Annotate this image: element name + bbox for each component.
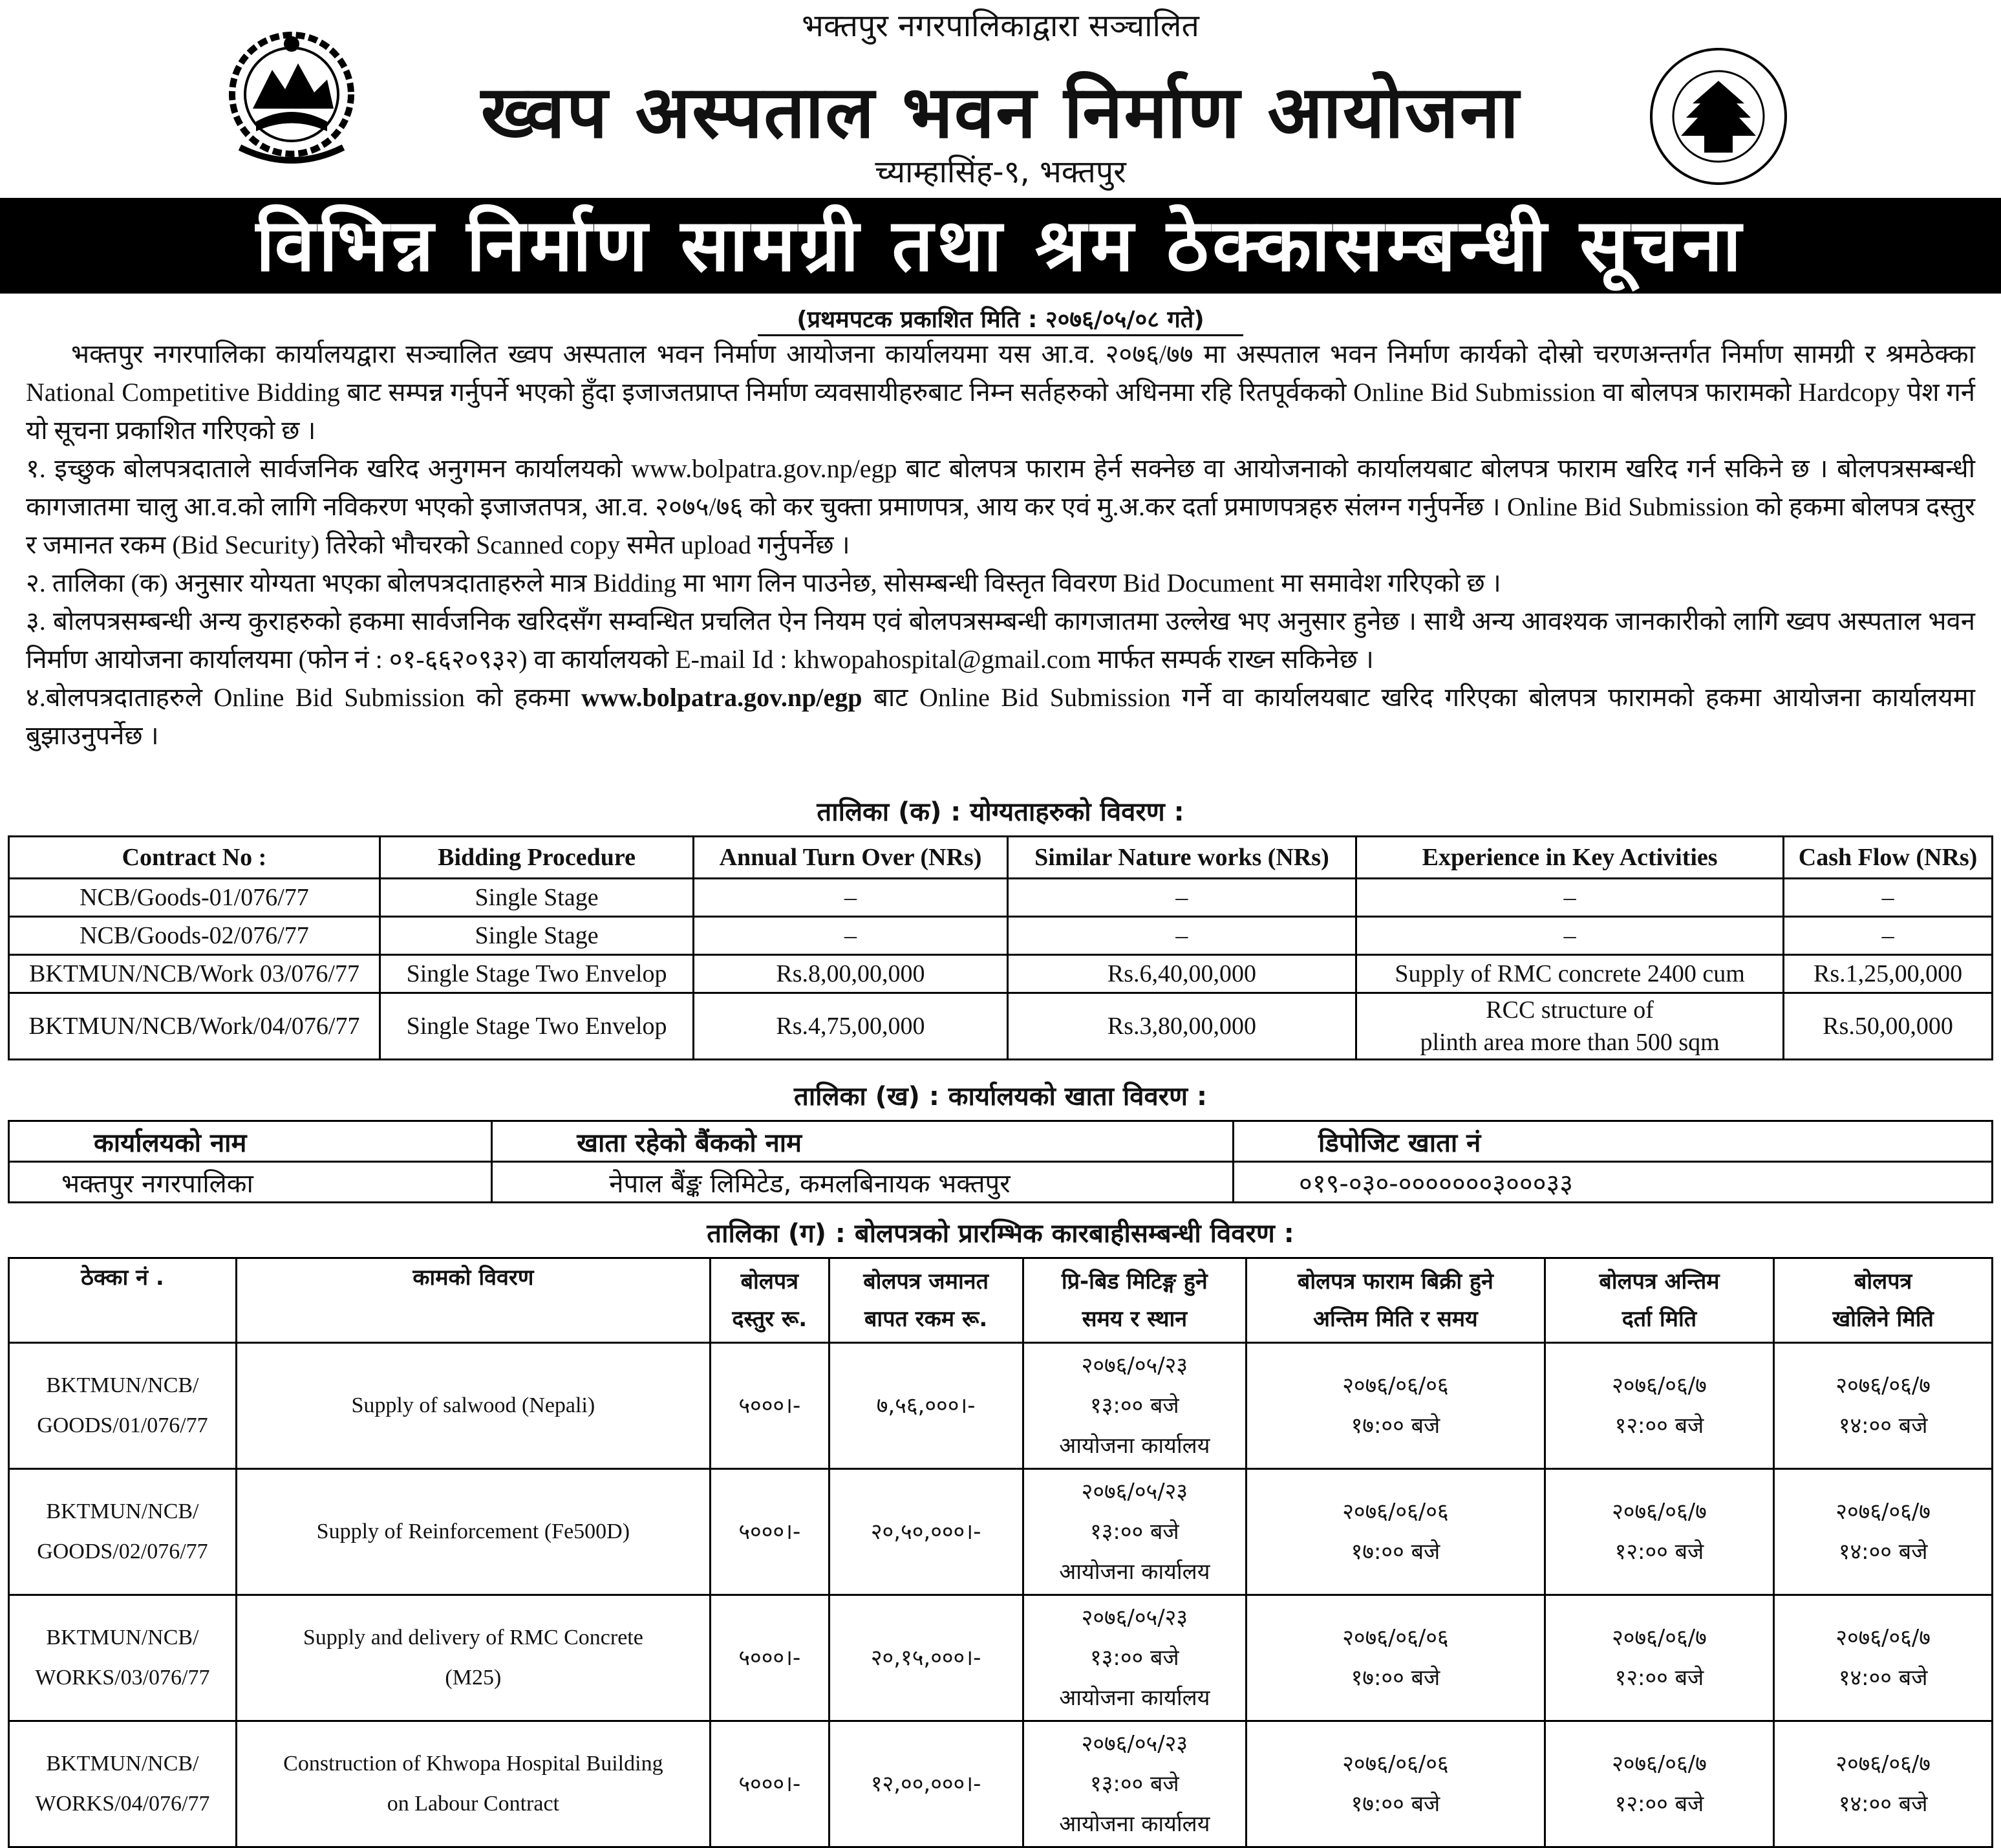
condition-1: १. इच्छुक बोलपत्रदाताले सार्वजनिक खरिद अनुगमन कार्यालयको www.bolpatra.gov.np/egp बाट बोलपत्र फाराम हेर्न सक्नेछ वा आयोजनाको कार्यालयबाट बोलपत्र फाराम खरिद गर्न सकिने छ । बोलपत्रसम्बन्धी कागजातमा चालु आ.व.को लागि नविकरण भएको इजाजतपत्र, आ.व. २०७५/७६ को कर चुक्ता प्रमाणपत्र, आय कर एवं मु.अ.कर दर्ता प्रमाणपत्रहरु संलग्न गर्नुपर्नेछ । Online Bid Submission को हकमा बोलपत्र दस्तुर र जमानत रकम (Bid Security) तिरेको भौचरको Scanned copy समेत upload गर्नुपर्नेछ । bbox=[26, 454, 1975, 559]
table-cell: Rs.50,00,000 bbox=[1784, 993, 1993, 1060]
table-a-caption: तालिका (क) : योग्यताहरुको विवरण : bbox=[817, 797, 1184, 827]
condition-2: २. तालिका (क) अनुसार योग्यता भएका बोलपत्रदाताहरुले मात्र Bidding मा भाग लिन पाउनेछ, सोसम्बन्धी विस्तृत विवरण Bid Document मा समावेश गरिएको छ । bbox=[26, 568, 1501, 597]
table-cell: – bbox=[694, 917, 1007, 955]
col-header: खाता रहेको बैंकको नाम bbox=[492, 1121, 1234, 1162]
bid-fee-cell: ५०००।- bbox=[710, 1595, 829, 1721]
submission-deadline-cell: २०७६/०६/७ १२:०० बजे bbox=[1545, 1595, 1774, 1721]
table-row bbox=[9, 1721, 1993, 1847]
col-header: प्रि-बिड मिटिङ्ग हुने समय र स्थान bbox=[1023, 1258, 1247, 1343]
table-cell: Single Stage bbox=[380, 879, 693, 917]
bid-security-cell: ७,५६,०००।- bbox=[829, 1343, 1023, 1469]
table-cell: – bbox=[1784, 879, 1993, 917]
col-header: Bidding Procedure bbox=[380, 837, 693, 879]
table-cell: BKTMUN/NCB/Work 03/076/77 bbox=[9, 955, 380, 993]
col-header: Similar Nature works (NRs) bbox=[1007, 837, 1356, 879]
col-header: ठेक्का नं . bbox=[9, 1258, 237, 1343]
work-description-cell: Supply of salwood (Nepali) bbox=[236, 1343, 710, 1469]
notice-body bbox=[26, 335, 1975, 755]
bid-security-cell: २०,१५,०००।- bbox=[829, 1595, 1023, 1721]
contract-no-cell: BKTMUN/NCB/ GOODS/02/076/77 bbox=[9, 1469, 237, 1595]
sale-deadline-cell: २०७६/०६/०६ १७:०० बजे bbox=[1247, 1721, 1545, 1847]
col-header: Annual Turn Over (NRs) bbox=[694, 837, 1007, 879]
condition-4: ४.बोलपत्रदाताहरुले Online Bid Submission को हकमा www.bolpatra.gov.np/egp बाट Online Bid Submission गर्ने वा कार्यालयबाट खरिद गरिएका बोलपत्र फारामको हकमा आयोजना कार्यालयमा बुझाउनुपर्नेछ । bbox=[26, 683, 1975, 750]
table-cell: NCB/Goods-02/076/77 bbox=[9, 917, 380, 955]
table-cell: Single Stage bbox=[380, 917, 693, 955]
table-cell: Single Stage Two Envelop bbox=[380, 993, 693, 1060]
table-b-caption: तालिका (ख) : कार्यालयको खाता विवरण : bbox=[794, 1082, 1207, 1112]
pre-bid-cell: २०७६/०५/२३ १३:०० बजे आयोजना कार्यालय bbox=[1023, 1721, 1247, 1847]
table-row bbox=[9, 917, 1993, 955]
contract-no-cell: BKTMUN/NCB/ WORKS/03/076/77 bbox=[9, 1595, 237, 1721]
table-row bbox=[9, 993, 1993, 1060]
table-header-row bbox=[9, 1258, 1993, 1343]
work-description-cell: Construction of Khwopa Hospital Building on Labour Contract bbox=[236, 1721, 710, 1847]
table-cell: Rs.6,40,00,000 bbox=[1007, 955, 1356, 993]
opening-date-cell: २०७६/०६/७ १४:०० बजे bbox=[1774, 1343, 1993, 1469]
col-header: बोलपत्र फाराम बिक्री हुने अन्तिम मिति र समय bbox=[1247, 1258, 1545, 1343]
bid-fee-cell: ५०००।- bbox=[710, 1343, 829, 1469]
table-cell: – bbox=[1356, 879, 1784, 917]
work-description-cell: Supply of Reinforcement (Fe500D) bbox=[236, 1469, 710, 1595]
table-cell: – bbox=[1007, 917, 1356, 955]
table-header-row bbox=[9, 837, 1993, 879]
col-header: डिपोजिट खाता नं bbox=[1234, 1121, 1993, 1162]
sale-deadline-cell: २०७६/०६/०६ १७:०० बजे bbox=[1247, 1343, 1545, 1469]
publication-date: (प्रथमपटक प्रकाशित मिति : २०७६/०५/०८ गते) bbox=[0, 303, 2001, 334]
table-row bbox=[9, 1595, 1993, 1721]
pre-bid-cell: २०७६/०५/२३ १३:०० बजे आयोजना कार्यालय bbox=[1023, 1595, 1247, 1721]
notice-banner: विभिन्न निर्माण सामग्री तथा श्रम ठेक्कासम्बन्धी सूचना bbox=[0, 198, 2001, 294]
header-subtitle: भक्तपुर नगरपालिकाद्वारा सञ्चालित bbox=[802, 8, 1199, 44]
table-header-row bbox=[9, 1121, 1993, 1162]
egp-link: www.bolpatra.gov.np/egp bbox=[581, 683, 862, 712]
table-cell: – bbox=[1356, 917, 1784, 955]
table-cell: – bbox=[1007, 879, 1356, 917]
pre-bid-cell: २०७६/०५/२३ १३:०० बजे आयोजना कार्यालय bbox=[1023, 1469, 1247, 1595]
sale-deadline-cell: २०७६/०६/०६ १७:०० बजे bbox=[1247, 1469, 1545, 1595]
col-header: कार्यालयको नाम bbox=[9, 1121, 492, 1162]
table-cell: BKTMUN/NCB/Work/04/076/77 bbox=[9, 993, 380, 1060]
table-cell: Rs.4,75,00,000 bbox=[694, 993, 1007, 1060]
contract-no-cell: BKTMUN/NCB/ GOODS/01/076/77 bbox=[9, 1343, 237, 1469]
col-header: Cash Flow (NRs) bbox=[1784, 837, 1993, 879]
table-cell: RCC structure of plinth area more than 500 sqm bbox=[1356, 993, 1784, 1060]
table-row bbox=[9, 955, 1993, 993]
pre-bid-cell: २०७६/०५/२३ १३:०० बजे आयोजना कार्यालय bbox=[1023, 1343, 1247, 1469]
project-address: च्याम्हासिंह-९, भक्तपुर bbox=[875, 154, 1126, 190]
submission-deadline-cell: २०७६/०६/७ १२:०० बजे bbox=[1545, 1343, 1774, 1469]
table-row bbox=[9, 1469, 1993, 1595]
bank-account-table bbox=[8, 1120, 1993, 1203]
table-cell: ०१९-०३०-०००००००३०००३३ bbox=[1234, 1162, 1993, 1203]
work-description-cell: Supply and delivery of RMC Concrete (M25) bbox=[236, 1595, 710, 1721]
table-cell: – bbox=[694, 879, 1007, 917]
bid-fee-cell: ५०००।- bbox=[710, 1721, 829, 1847]
table-cell: Rs.8,00,00,000 bbox=[694, 955, 1007, 993]
table-row bbox=[9, 879, 1993, 917]
opening-date-cell: २०७६/०६/७ १४:०० बजे bbox=[1774, 1469, 1993, 1595]
submission-deadline-cell: २०७६/०६/७ १२:०० बजे bbox=[1545, 1721, 1774, 1847]
table-cell: भक्तपुर नगरपालिका bbox=[9, 1162, 492, 1203]
bid-security-cell: १२,००,०००।- bbox=[829, 1721, 1023, 1847]
table-c-caption: तालिका (ग) : बोलपत्रको प्रारम्भिक कारबाहीसम्बन्धी विवरण : bbox=[707, 1219, 1294, 1249]
col-header: कामको विवरण bbox=[236, 1258, 710, 1343]
opening-date-cell: २०७६/०६/७ १४:०० बजे bbox=[1774, 1595, 1993, 1721]
col-header: बोलपत्र जमानत बापत रकम रू. bbox=[829, 1258, 1023, 1343]
sale-deadline-cell: २०७६/०६/०६ १७:०० बजे bbox=[1247, 1595, 1545, 1721]
table-cell: NCB/Goods-01/076/77 bbox=[9, 879, 380, 917]
col-header: बोलपत्र दस्तुर रू. bbox=[710, 1258, 829, 1343]
project-title: ख्वप अस्पताल भवन निर्माण आयोजना bbox=[480, 70, 1521, 155]
opening-date-cell: २०७६/०६/७ १४:०० बजे bbox=[1774, 1721, 1993, 1847]
table-cell: – bbox=[1784, 917, 1993, 955]
condition-3: ३. बोलपत्रसम्बन्धी अन्य कुराहरुको हकमा सार्वजनिक खरिदसँग सम्वन्धित प्रचलित ऐन नियम एवं बोलपत्रसम्बन्धी कागजातमा उल्लेख भए अनुसार हुनेछ । साथै अन्य आवश्यक जानकारीको लागि ख्वप अस्पताल भवन निर्माण आयोजना कार्यालयमा (फोन नं : ०१-६६२०९३२) वा कार्यालयको E-mail Id : khwopahospital@gmail.com मार्फत सम्पर्क राख्न सकिनेछ । bbox=[26, 607, 1975, 674]
col-header: बोलपत्र खोलिने मिति bbox=[1774, 1258, 1993, 1343]
table-row bbox=[9, 1162, 1993, 1203]
table-row bbox=[9, 1343, 1993, 1469]
table-cell: Supply of RMC concrete 2400 cum bbox=[1356, 955, 1784, 993]
col-header: Contract No : bbox=[9, 837, 380, 879]
submission-deadline-cell: २०७६/०६/७ १२:०० बजे bbox=[1545, 1469, 1774, 1595]
col-header: Experience in Key Activities bbox=[1356, 837, 1784, 879]
contract-no-cell: BKTMUN/NCB/ WORKS/04/076/77 bbox=[9, 1721, 237, 1847]
table-cell: Rs.3,80,00,000 bbox=[1007, 993, 1356, 1060]
qualification-table bbox=[8, 835, 1993, 1060]
table-cell: Rs.1,25,00,000 bbox=[1784, 955, 1993, 993]
bid-fee-cell: ५०००।- bbox=[710, 1469, 829, 1595]
table-cell: Single Stage Two Envelop bbox=[380, 955, 693, 993]
intro-paragraph: भक्तपुर नगरपालिका कार्यालयद्वारा सञ्चालित ख्वप अस्पताल भवन निर्माण आयोजना कार्यालयमा यस आ.व. २०७६/७७ मा अस्पताल भवन निर्माण कार्यको दोस्रो चरणअन्तर्गत निर्माण सामग्री र श्रमठेक्का National Competitive Bidding बाट सम्पन्न गर्नुपर्ने भएको हुँदा इजाजतप्राप्त निर्माण व्यवसायीहरुबाट निम्न सर्तहरुको अधिनमा रहि रितपूर्वकको Online Bid Submission वा बोलपत्र फारामको Hardcopy पेश गर्न यो सूचना प्रकाशित गरिएको छ । bbox=[26, 339, 1975, 445]
col-header: बोलपत्र अन्तिम दर्ता मिति bbox=[1545, 1258, 1774, 1343]
table-cell: नेपाल बैंङ्क लिमिटेड, कमलबिनायक भक्तपुर bbox=[492, 1162, 1234, 1203]
bid-security-cell: २०,५०,०००।- bbox=[829, 1469, 1023, 1595]
bid-schedule-table bbox=[8, 1257, 1993, 1848]
